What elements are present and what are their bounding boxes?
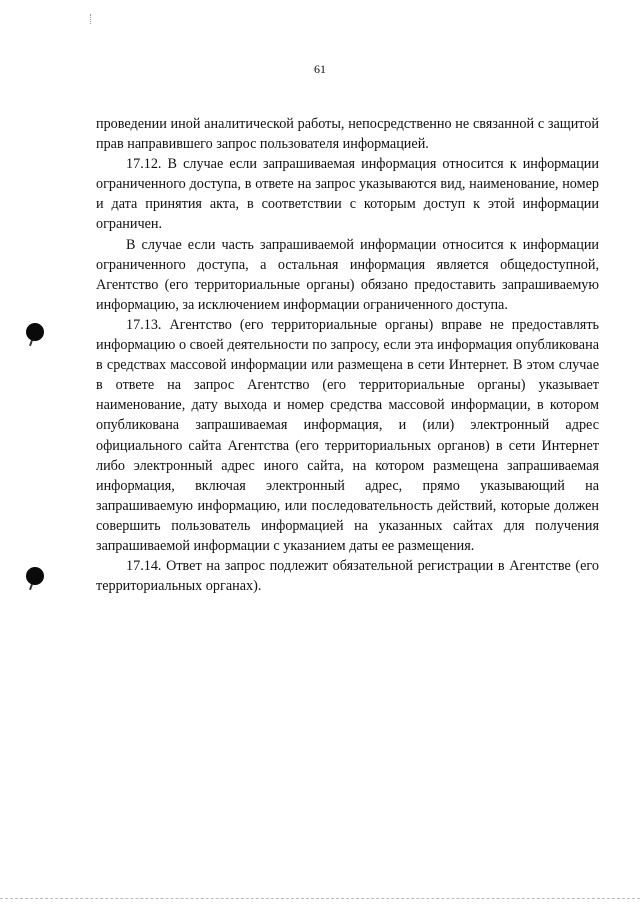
binder-hole-mark [26, 567, 44, 585]
scan-corner-mark [90, 14, 95, 24]
paragraph-17-12: 17.12. В случае если запрашиваемая информация относится к информации ограниченного доступа, в ответе на запрос указываются вид, наименование, номер и дата принятия акта, в соответствии с которым доступ к этой информации ограничен. [96, 156, 599, 233]
paragraph-restricted-part: В случае если часть запрашиваемой информации относится к информации ограниченного доступа, а остальная информация является общедоступной, Агентство (его территориальные органы) обязано предоставить запрашиваемую информацию, за исключением информации ограниченного доступа. [96, 236, 599, 313]
paragraph-17-14: 17.14. Ответ на запрос подлежит обязательной регистрации в Агентстве (его территориальных органах). [96, 558, 599, 595]
paragraph-continuation: проведении иной аналитической работы, непосредственно не связанной с защитой прав направившего запрос пользователя информацией. [96, 116, 599, 153]
page-number: 61 [314, 62, 326, 76]
document-body [96, 114, 599, 596]
paragraph-17-13: 17.13. Агентство (его территориальные органы) вправе не предоставлять информацию о своей деятельности по запросу, если эта информация опубликована в средствах массовой информации или размещена в сети Интернет. В этом случае в ответе на запрос Агентство (его территориальные органы) указывает наименование, дату выхода и номер средства массовой информации, в котором опубликована запрашиваемая информация, и (или) электронный адрес официального сайта Агентства (его территориальных органов) в сети Интернет либо электронный адрес иного сайта, на котором размещена запрашиваемая информация, включая электронный адрес, прямо указывающий на запрашиваемую информацию, или последовательность действий, которые должен совершить пользователь информацией на указанных сайтах для получения запрашиваемой информации с указанием даты ее размещения. [96, 316, 599, 554]
scan-bottom-edge [0, 898, 640, 899]
binder-hole-mark [26, 323, 44, 341]
